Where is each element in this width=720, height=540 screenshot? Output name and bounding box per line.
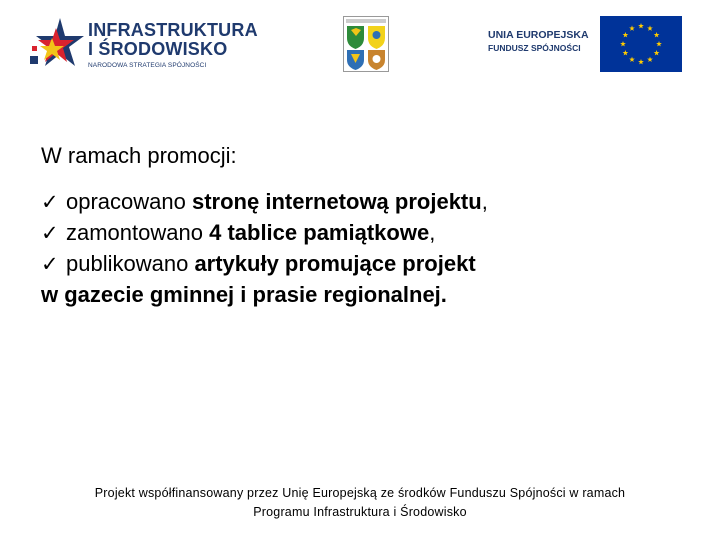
item-text-tail: ,: [429, 220, 436, 245]
item-text-bold: 4 tablice pamiątkowe: [209, 220, 430, 245]
eu-logo-text: [488, 29, 596, 53]
list-item: [41, 217, 488, 248]
check-icon: ✓: [41, 190, 59, 214]
logo-subtitle: NARODOWA STRATEGIA SPÓJNOŚCI: [88, 62, 207, 69]
promo-list: [41, 186, 488, 310]
logo-title-line2: I ŚRODOWISKO: [88, 39, 228, 59]
infrastruktura-logo: [30, 12, 258, 74]
item-text-tail: ,: [481, 189, 488, 214]
eu-flag-icon: [600, 16, 682, 72]
item-text-normal: zamontowano: [66, 220, 210, 245]
list-continuation: w gazecie gminnej i prasie regionalnej.: [41, 282, 447, 307]
check-icon: ✓: [41, 221, 59, 245]
footer: [0, 484, 720, 522]
item-text-normal: publikowano: [66, 251, 195, 276]
check-icon: ✓: [41, 252, 59, 276]
list-item: [41, 248, 488, 279]
municipal-crests-icon: [343, 16, 389, 72]
item-text-normal: opracowano: [66, 189, 192, 214]
logo-title-line1: INFRASTRUKTURA: [88, 20, 258, 40]
eu-logo-line1: UNIA EUROPEJSKA: [488, 29, 589, 41]
footer-line2: Programu Infrastruktura i Środowisko: [253, 505, 467, 519]
item-text-bold: stronę internetową projektu: [191, 189, 482, 214]
infrastruktura-star-logo-icon: [30, 16, 86, 72]
heading: W ramach promocji:: [41, 143, 237, 168]
list-item: [41, 186, 488, 217]
item-text-bold: artykuły promujące projekt: [194, 251, 476, 276]
eu-logo-line2: FUNDUSZ SPÓJNOŚCI: [488, 43, 581, 53]
footer-line1: Projekt współfinansowany przez Unię Europejską ze środków Funduszu Spójności w ramach: [94, 486, 626, 500]
